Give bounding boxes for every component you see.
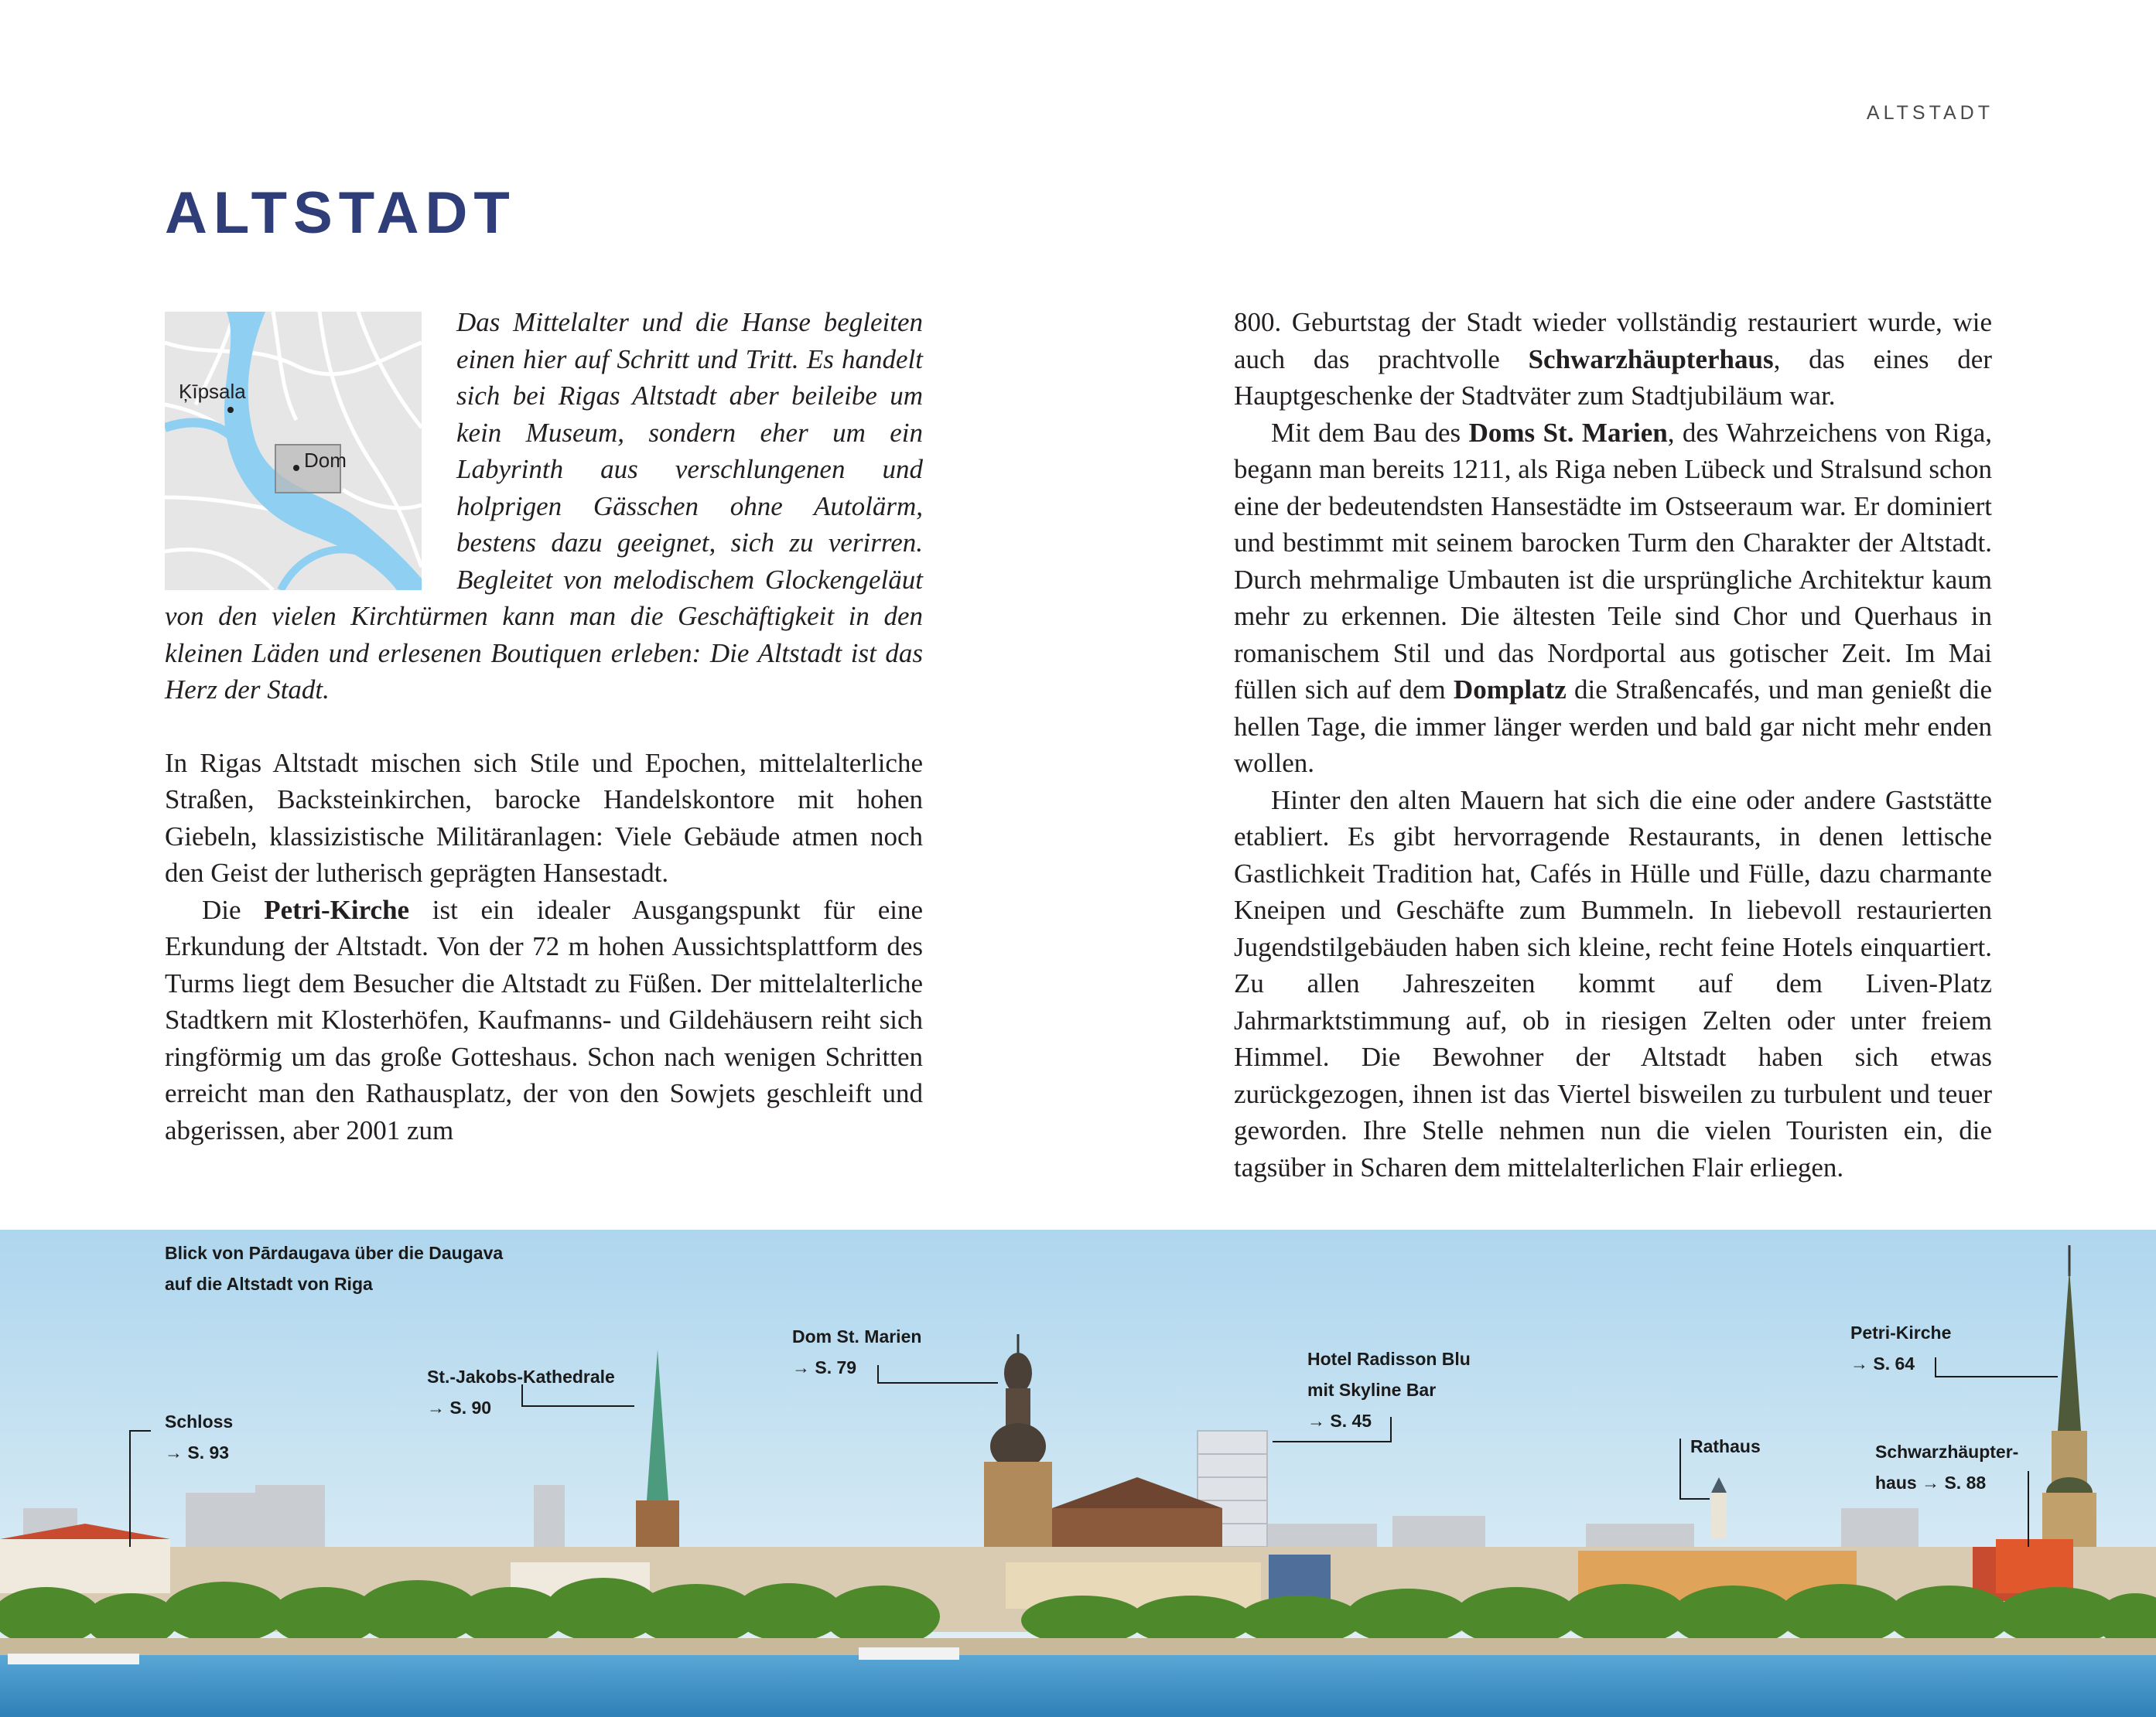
left-column xyxy=(165,304,923,1149)
river-ship xyxy=(8,1654,139,1664)
panorama-caption-line-1: Blick von Pārdaugava über die Daugava xyxy=(165,1243,504,1263)
label-hotel-radisson: Hotel Radisson Blu xyxy=(1307,1349,1471,1369)
intro-text: Das Mittelalter und die Hanse begleiten einen hier auf Schritt und Tritt. Es handelt sich bei Rigas Altstadt aber beileibe um kein Museum, sondern eher um ein Labyrinth aus verschlungenen und holprigen Gässchen ohne Autolärm, bestens dazu geeignet, sich zu verirren. Begleitet von melodischem Glockengeläut von den vielen Kirchtürmen kann man die Geschäftigkeit in den kleinen Läden und erlesenen Boutiquen erleben: Die Altstadt ist das Herz der Stadt. xyxy=(165,307,923,705)
map-label-dom: Dom xyxy=(304,449,347,472)
right-column xyxy=(1234,304,1992,1186)
term-schwarzhaeupterhaus: Schwarzhäupterhaus xyxy=(1528,343,1774,374)
label-dom-st-marien-ref: → S. 79 xyxy=(792,1357,857,1377)
locator-map xyxy=(165,312,422,590)
label-hotel-radisson-ref: → S. 45 xyxy=(1307,1411,1372,1431)
map-label-kipsala: Ķīpsala xyxy=(179,380,246,403)
term-doms-st-marien: Doms St. Marien xyxy=(1468,417,1668,448)
label-petri-kirche-ref: → S. 64 xyxy=(1850,1353,1915,1374)
label-dom-st-marien: Dom St. Marien xyxy=(792,1326,922,1347)
label-schwarzhaeupterhaus: Schwarzhäupter- xyxy=(1875,1442,2019,1462)
body-paragraph-2: Die Petri-Kirche ist ein idealer Ausgangspunkt für eine Erkundung der Altstadt. Von der 72 m hohen Aussichtsplattform des Turms liegt dem Besucher die Altstadt zu Füßen. Der mittelalterliche Stadtkern mit Klosterhöfen, Kaufmanns- und Gildehäusern reiht sich ringförmig um das große Gotteshaus. Schon nach wenigen Schritten erreicht man den Rathausplatz, der von den Sowjets geschleift und abgerissen, aber 2001 zum xyxy=(165,894,923,1145)
label-rathaus: Rathaus xyxy=(1690,1436,1761,1456)
body-paragraph-1: In Rigas Altstadt mischen sich Stile und Epochen, mittelalterliche Straßen, Backsteinkirchen, barocke Handelskontore mit hohen Giebeln, klassizistische Militäranlagen: Viele Gebäude atmen noch den Geist der lutherisch geprägten Hansestadt. xyxy=(165,747,923,888)
label-schloss: Schloss xyxy=(165,1411,234,1432)
body-paragraph-4: Hinter den alten Mauern hat sich die eine oder andere Gaststätte etabliert. Es gibt hervorragende Restaurants, in denen lettische Gastlichkeit Tradition hat, Cafés in Hülle und Fülle, dazu charmante Kneipen und Geschäfte zum Bummeln. In liebevoll restaurierten Jugendstilgebäuden haben sich kleine, recht feine Hotels einquartiert. Zu allen Jahreszeiten kommt auf dem Liven-Platz Jahrmarktstimmung auf, ob in riesigen Zelten oder unter freiem Himmel. Die Bewohner der Altstadt haben sich etwas zurückgezogen, ihnen ist das Viertel bisweilen zu turbulent und teuer geworden. Ihre Stelle nehmen nun die vielen Touristen ein, die tagsüber in Scharen dem mittelalterlichen Flair erliegen. xyxy=(1234,784,1992,1183)
label-st-jakobs: St.-Jakobs-Kathedrale xyxy=(427,1367,615,1387)
dom-marker xyxy=(293,465,299,471)
embankment xyxy=(0,1638,2156,1655)
panorama-caption-line-2: auf die Altstadt von Riga xyxy=(165,1274,373,1294)
label-skyline-bar: mit Skyline Bar xyxy=(1307,1380,1437,1400)
body-paragraph-3: Mit dem Bau des Doms St. Marien, des Wahrzeichens von Riga, begann man bereits 1211, als Riga neben Lübeck und Stralsund schon eine der bedeutendsten Hansestädte im Ostseeraum war. Er dominiert und bestimmt mit seinem barocken Turm den Charakter der Altstadt. Durch mehrmalige Umbauten ist die ursprüngliche Architektur kaum mehr zu erkennen. Die ältesten Teile sind Chor und Querhaus in romanischem Stil und das Nordportal aus gotischer Zeit. Im Mai füllen sich auf dem Domplatz die Straßencafés, und man genießt die hellen Tage, die immer länger werden und bald gar nicht mehr enden wollen. xyxy=(1234,417,1992,778)
label-schloss-ref: → S. 93 xyxy=(165,1442,230,1463)
label-schwarzhaeupterhaus-ref: haus → S. 88 xyxy=(1875,1473,1987,1493)
river-boat xyxy=(859,1647,959,1660)
daugava-river xyxy=(0,1655,2156,1717)
riga-panorama xyxy=(0,1230,2156,1717)
kipsala-marker xyxy=(227,407,234,413)
term-petri-kirche: Petri-Kirche xyxy=(264,894,410,925)
label-st-jakobs-ref: → S. 90 xyxy=(427,1398,492,1418)
running-head: ALTSTADT xyxy=(1866,102,1994,124)
page-title: ALTSTADT xyxy=(165,180,516,246)
body-paragraph-2-continued: 800. Geburtstag der Stadt wieder vollständig restauriert wurde, wie auch das prachtvolle Schwarzhäupterhaus, das eines der Hauptgeschenke der Stadtväter zum Stadtjubiläum war. xyxy=(1234,307,1992,411)
label-petri-kirche: Petri-Kirche xyxy=(1850,1323,1952,1343)
term-domplatz: Domplatz xyxy=(1453,674,1567,705)
